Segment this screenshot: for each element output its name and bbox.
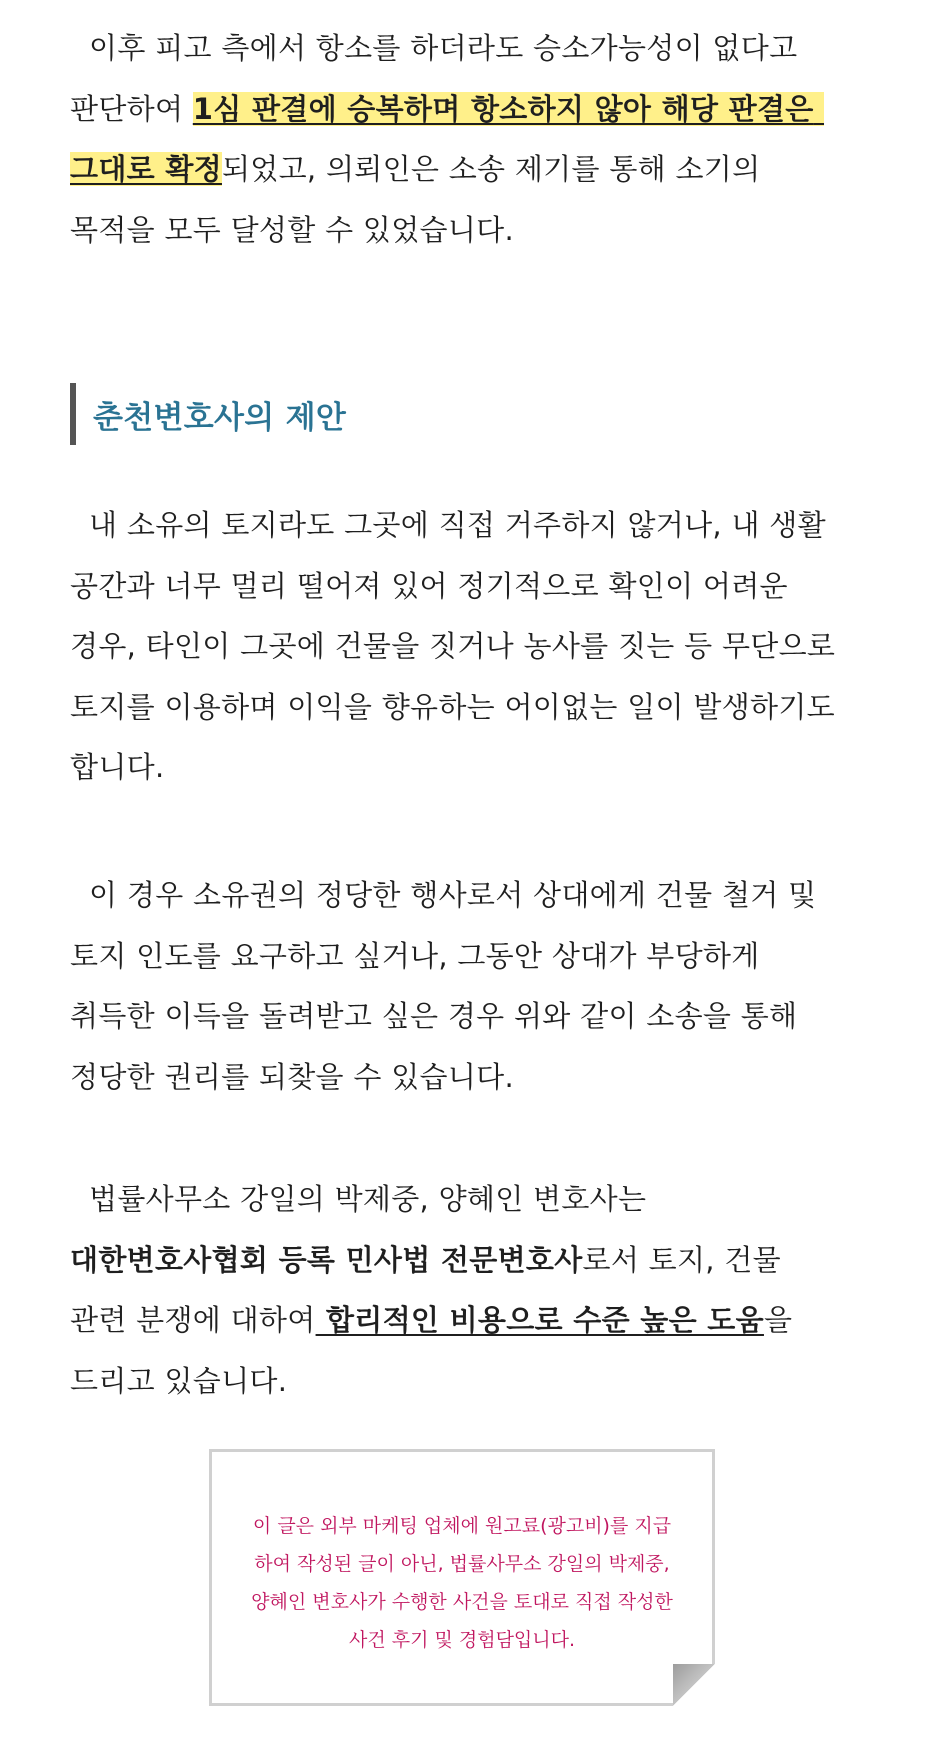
disclaimer-text: 이 글은 외부 마케팅 업체에 원고료(광고비)를 지급 하여 작성된 글이 아닌, 법률사무소 강일의 박제중, 양혜인 변호사가 수행한 사건을 토대로 직접 작성한 사건 후기 및 경험담입니다. [251, 1515, 673, 1651]
result-text-start: 이후 피고 측에서 항소를 하더라도 승소가능성이 없다고 판단하여 [70, 31, 807, 126]
intro-text-middle: 로서 토지, 건물 관련 분쟁에 대하여 [70, 1242, 791, 1337]
section-heading [70, 383, 346, 445]
proposal-paragraph-1: 내 소유의 토지라도 그곳에 직접 거주하지 않거나, 내 생활 공간과 너무 멀리 떨어져 있어 정기적으로 확인이 어려운 경우, 타인이 그곳에 건물을 짓거나 농사를 짓는 등 무단으로 토지를 이용하며 이익을 향유하는 어이없는 일이 발생하기도 합니다. [70, 508, 845, 784]
lawyer-intro-paragraph [70, 1169, 840, 1411]
intro-text-end: 을 드리고 있습니다. [70, 1303, 802, 1398]
highlighted-result: 1심 판결에 승복하며 항소하지 않아 해당 판결은 그대로 확정 [70, 91, 825, 186]
reasonable-cost-phrase: 합리적인 비용으로 수준 높은 도움 [315, 1303, 764, 1337]
proposal-paragraph-2: 이 경우 소유권의 정당한 행사로서 상대에게 건물 철거 및 토지 인도를 요구하고 싶거나, 그동안 상대가 부당하게 취득한 이득을 돌려받고 싶은 경우 위와 같이 소송을 통해 정당한 권리를 되찾을 수 있습니다. [70, 878, 826, 1094]
intro-text-start: 법률사무소 강일의 박제중, 양혜인 변호사는 [70, 1182, 656, 1216]
result-paragraph [70, 18, 840, 260]
result-text-end: 되었고, 의뢰인은 소송 제기를 통해 소기의 목적을 모두 달성할 수 있었습니다. [70, 152, 770, 247]
section-heading-text: 춘천변호사의 제안 [93, 399, 347, 436]
specialist-credential: 대한변호사협회 등록 민사법 전문변호사 [70, 1242, 583, 1277]
page-curl-corner [673, 1664, 715, 1706]
disclaimer-note [209, 1449, 715, 1706]
